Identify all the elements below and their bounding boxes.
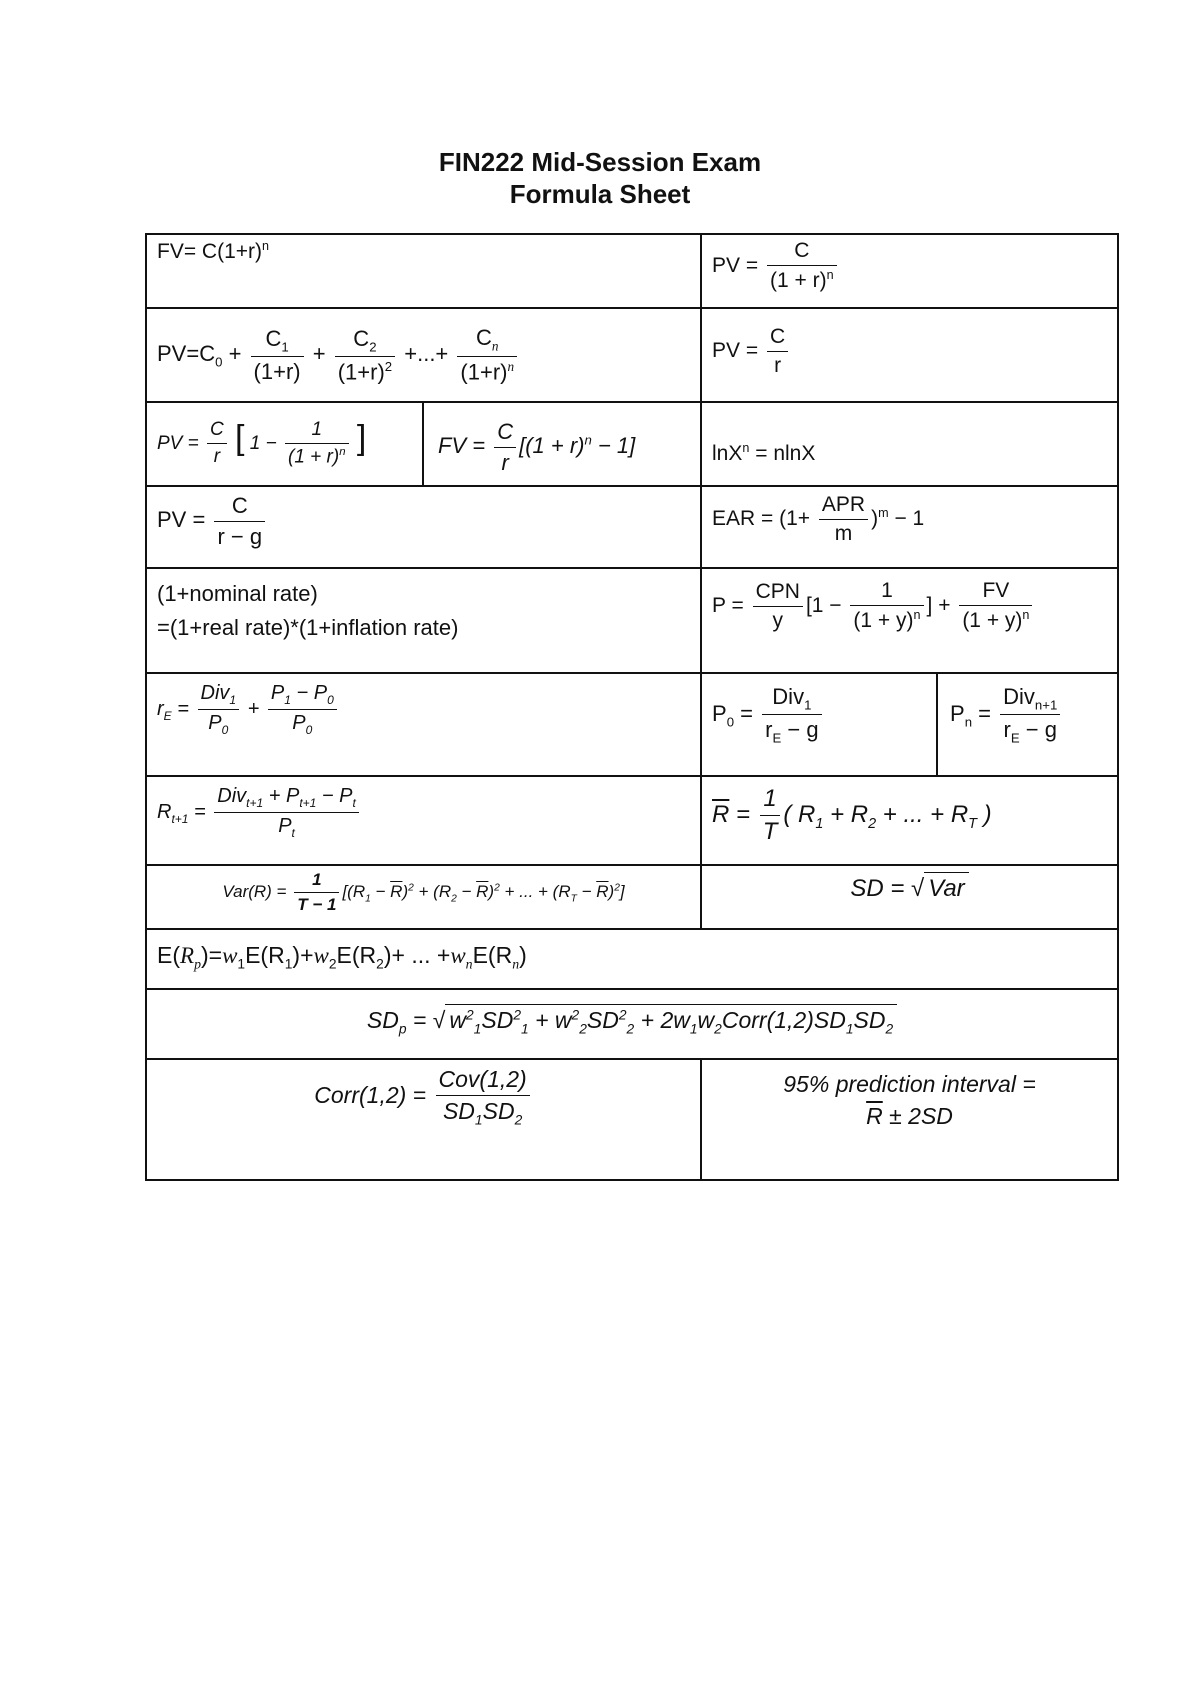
growing-perpetuity-formula: PV = $\frac{C}{r - g}$ — [157, 507, 268, 532]
cell-cost-of-equity — [146, 673, 701, 776]
variance-formula: Var(R) = $\frac{1}{T - 1}$ [$(R_1 - \overline{R})^2 + (R_2 - \overline{R})^2$ + ... + $(R_T - \overline{R})^2$] — [222, 870, 625, 914]
cell-bond-price — [701, 568, 1118, 673]
cell-variance — [146, 865, 701, 929]
cell-standard-deviation — [701, 865, 1118, 929]
cell-growing-perpetuity — [146, 486, 701, 568]
cell-portfolio-expected-return — [146, 929, 1118, 989]
portfolio-sd-formula: $SD_p$ = √ $w^2_1SD^2_1 + w^2_2SD^2_2$ + $2w_1w_2Corr(1,2)SD_1SD_2$ — [367, 1007, 897, 1033]
pn-formula: $P_n$ = $\frac{Div_{n+1}}{r_E - g}$ — [950, 701, 1063, 726]
p0-formula: $P_0$ = $\frac{Div_1}{r_E - g}$ — [712, 701, 825, 726]
fisher-line-1: (1+nominal rate) — [157, 581, 318, 606]
pv-single-formula: PV = $\frac{C}{(1 + r)^n}$ — [712, 254, 840, 277]
cell-pv-single — [701, 234, 1118, 308]
cell-pv-cashflows — [146, 308, 701, 402]
cell-pn — [937, 673, 1118, 776]
title-line-1: FIN222 Mid-Session Exam — [438, 147, 762, 177]
sd-formula: SD = √ Var — [850, 875, 968, 902]
fisher-line-2: =(1+real rate)*(1+inflation rate) — [157, 615, 459, 640]
cost-of-equity-formula: $r_E$ = $\frac{Div_1}{P_0}$ + $\frac{P_1 - P_0}{P_0}$ — [157, 698, 340, 720]
prediction-interval-line-1: 95% prediction interval = — [783, 1071, 1036, 1097]
pv-cashflows-formula: $PV=C_0$ + $\frac{C_1}{(1+r)}$ + $\frac{C_2}{(1+r)^2}$ +...+ $\frac{C_n}{(1+r)^n}$ — [157, 341, 520, 366]
fv-compound-formula: $FV= C(1+r)^n$ — [157, 239, 270, 263]
average-return-formula: $\overline{R}$ = $\frac{1}{T}$ ( $R_1 + R_2$ + ... + $R_T$ ) — [712, 785, 992, 845]
cell-log-rule — [701, 402, 1118, 486]
portfolio-expected-return-formula: $E(R_p)=w_1E(R_1)+w_2E(R_2)+$ ... $+w_nE(R_n)$ — [157, 942, 527, 972]
cell-portfolio-sd — [146, 989, 1118, 1059]
perpetuity-formula: PV = $\frac{C}{r}$ — [712, 339, 791, 362]
page-title — [0, 146, 1200, 210]
cell-fisher — [146, 568, 701, 673]
cell-annuity-fv — [423, 402, 701, 486]
cell-correlation — [146, 1059, 701, 1180]
correlation-formula: Corr(1,2) = $\frac{\text{Cov(1,2)}}{SD_1SD_2}$ — [314, 1082, 532, 1108]
cell-average-return — [701, 776, 1118, 865]
formula-table — [145, 233, 1119, 1181]
cell-ear — [701, 486, 1118, 568]
cell-fv-compound — [146, 234, 701, 308]
ear-formula: EAR = (1+ $\frac{\text{APR}}{m}$ )$^m$ − 1 — [712, 493, 925, 545]
log-rule-formula: lnX$^n$ = nlnX — [712, 441, 816, 465]
cell-p0 — [701, 673, 937, 776]
cell-holding-return — [146, 776, 701, 865]
bond-price-formula: P = $\frac{\text{CPN}}{y}$ [1 − $\frac{1}{(1 + y)^n}$ ] + $\frac{FV}{(1 + y)^n}$ — [712, 594, 1035, 617]
cell-prediction-interval — [701, 1059, 1118, 1180]
annuity-fv-formula: FV = $\frac{C}{r}$ $[(1 + r)^n - 1]$ — [438, 419, 636, 475]
cell-annuity-pv — [146, 402, 423, 486]
annuity-pv-formula: PV = $\frac{C}{r}$ [ 1 − $\frac{1}{(1 + r)^n}$ ] — [157, 419, 367, 468]
holding-return-formula: $R_{t+1}$ = $\frac{Div_{t+1} + P_{t+1} - P_t}{P_t}$ — [157, 801, 362, 823]
prediction-interval-line-2: $\overline{R} \pm 2SD$ — [866, 1103, 953, 1129]
title-line-2: Formula Sheet — [509, 179, 691, 209]
cell-perpetuity — [701, 308, 1118, 402]
